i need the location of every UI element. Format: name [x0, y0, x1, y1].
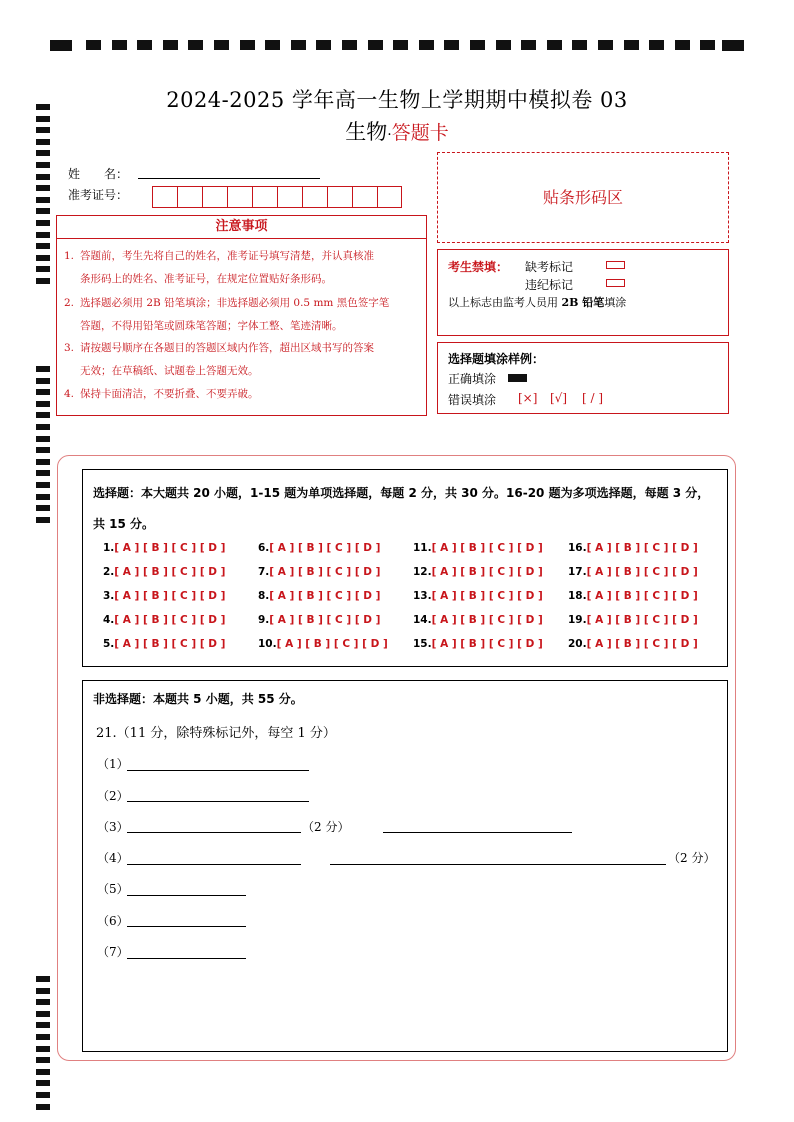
timing-mark [112, 40, 127, 50]
mc-option-bubbles[interactable]: [ A ] [ B ] [ C ] [ D ] [114, 542, 226, 554]
answer-line[interactable] [383, 832, 572, 833]
notice-number: 1. [64, 250, 75, 262]
barcode-area: 贴条形码区 [437, 152, 729, 243]
notice-item [64, 245, 424, 291]
timing-mark [36, 278, 50, 284]
timing-mark [419, 40, 434, 50]
forbidden-label: 考生禁填： [448, 260, 509, 274]
mc-option-bubbles[interactable]: [ A ] [ B ] [ C ] [ D ] [269, 542, 381, 554]
violation-label: 违纪标记 [525, 278, 574, 292]
mc-question-number: 11. [413, 542, 432, 554]
mc-option-bubbles[interactable]: [ A ] [ B ] [ C ] [ D ] [114, 614, 226, 626]
mc-option-bubbles[interactable]: [ A ] [ B ] [ C ] [ D ] [586, 614, 698, 626]
timing-mark [36, 1034, 50, 1040]
notice-number: 4. [64, 388, 75, 400]
mc-heading: 选择题：本大题共 20 小题，1-15 题为单项选择题，每题 2 分，共 30 分。16-20 题为多项选择题，每题 3 分，共 15 分。 [93, 486, 710, 531]
mc-question-number: 20. [568, 638, 587, 650]
wrong-fill-label: 错误填涂 [448, 393, 497, 407]
notice-text: 无效；在草稿纸、试题卷上答题无效。 [80, 365, 259, 377]
answer-line[interactable] [330, 864, 666, 865]
mc-question-row[interactable] [103, 614, 225, 626]
mc-question-row[interactable] [413, 542, 543, 554]
mc-question-number: 8. [258, 590, 270, 602]
timing-mark [214, 40, 229, 50]
timing-mark [36, 232, 50, 238]
timing-mark [36, 185, 50, 191]
id-digit-cell[interactable] [177, 186, 202, 208]
timing-mark [36, 1069, 50, 1075]
answer-line[interactable] [127, 801, 309, 802]
timing-mark [265, 40, 280, 50]
mc-question-number: 9. [258, 614, 270, 626]
note-bold: 2B 铅笔 [561, 296, 605, 309]
notice-line [64, 337, 424, 360]
timing-mark [36, 1057, 50, 1063]
mc-option-bubbles[interactable]: [ A ] [ B ] [ C ] [ D ] [586, 566, 698, 578]
timing-mark [722, 40, 744, 51]
part-5-label: （5） [97, 882, 129, 896]
mc-option-bubbles[interactable]: [ A ] [ B ] [ C ] [ D ] [114, 566, 226, 578]
page-title: 2024-2025 学年高一生物上学期期中模拟卷 03 [166, 88, 628, 112]
mc-option-bubbles[interactable]: [ A ] [ B ] [ C ] [ D ] [114, 638, 226, 650]
mc-question-number: 7. [258, 566, 270, 578]
timing-mark [496, 40, 511, 50]
timing-mark [36, 1046, 50, 1052]
notice-line [64, 383, 424, 406]
timing-mark [36, 976, 50, 982]
mc-question-row[interactable] [103, 590, 225, 602]
timing-mark [444, 40, 459, 50]
mc-option-bubbles[interactable]: [ A ] [ B ] [ C ] [ D ] [276, 638, 388, 650]
absent-label: 缺考标记 [525, 260, 574, 274]
timing-mark [36, 255, 50, 261]
answer-card-label: 答题卡 [391, 122, 449, 144]
mc-question-number: 13. [413, 590, 432, 602]
notice-line [64, 292, 424, 315]
mc-option-bubbles[interactable]: [ A ] [ B ] [ C ] [ D ] [269, 566, 381, 578]
part-3-points: （2 分） [302, 820, 350, 834]
timing-mark [86, 40, 101, 50]
mc-question-number: 5. [103, 638, 115, 650]
timing-mark [36, 482, 50, 488]
mc-question-number: 18. [568, 590, 587, 602]
mc-question-number: 3. [103, 590, 115, 602]
timing-mark [36, 1092, 50, 1098]
mc-option-bubbles[interactable]: [ A ] [ B ] [ C ] [ D ] [586, 638, 698, 650]
part-1-label: （1） [97, 757, 129, 771]
mc-question-row[interactable] [258, 638, 388, 650]
answer-line[interactable] [127, 864, 301, 865]
timing-mark [36, 1080, 50, 1086]
mc-option-bubbles[interactable]: [ A ] [ B ] [ C ] [ D ] [586, 542, 698, 554]
name-label: 姓 名： [68, 167, 129, 181]
timing-mark [36, 988, 50, 994]
timing-mark [393, 40, 408, 50]
notice-number: 2. [64, 297, 75, 309]
part-4-points: （2 分） [668, 851, 716, 865]
timing-mark [316, 40, 331, 50]
timing-mark [36, 208, 50, 214]
part-6-label: （6） [97, 914, 129, 928]
id-digit-cell[interactable] [327, 186, 352, 208]
notice-text: 条形码上的姓名、准考证号，在规定位置贴好条形码。 [80, 273, 332, 285]
mc-question-number: 4. [103, 614, 115, 626]
part-4-label: （4） [97, 851, 129, 865]
mc-option-bubbles[interactable]: [ A ] [ B ] [ C ] [ D ] [269, 614, 381, 626]
correct-fill-label: 正确填涂 [448, 372, 497, 386]
timing-mark [675, 40, 690, 50]
notice-title: 注意事项 [56, 215, 427, 239]
notice-text: 保持卡面清洁，不要折叠、不要弄破。 [80, 388, 259, 400]
answer-line[interactable] [127, 958, 246, 959]
mc-question-number: 1. [103, 542, 115, 554]
mc-question-number: 12. [413, 566, 432, 578]
mc-question-row[interactable] [258, 542, 380, 554]
timing-mark [36, 412, 50, 418]
timing-mark [240, 40, 255, 50]
mc-option-bubbles[interactable]: [ A ] [ B ] [ C ] [ D ] [431, 590, 543, 602]
mc-question-row[interactable] [568, 542, 698, 554]
notice-item [64, 383, 424, 406]
mc-question-row[interactable] [258, 614, 380, 626]
timing-mark [163, 40, 178, 50]
timing-mark [36, 517, 50, 523]
notice-number: 3. [64, 342, 75, 354]
name-field[interactable] [138, 178, 320, 179]
timing-mark [470, 40, 485, 50]
timing-mark [36, 401, 50, 407]
mc-option-bubbles[interactable]: [ A ] [ B ] [ C ] [ D ] [431, 614, 543, 626]
mc-question-row[interactable] [103, 638, 225, 650]
id-digit-cell[interactable] [377, 186, 402, 208]
question-21-heading: 21.（11 分，除特殊标记外，每空 1 分） [96, 726, 336, 741]
mc-question-number: 6. [258, 542, 270, 554]
timing-mark [36, 1104, 50, 1110]
mc-question-number: 10. [258, 638, 277, 650]
fill-example-label: 选择题填涂样例： [448, 352, 545, 366]
mc-question-row[interactable] [103, 542, 225, 554]
note-prefix: 以上标志由监考人员用 [448, 296, 558, 309]
mc-option-bubbles[interactable]: [ A ] [ B ] [ C ] [ D ] [269, 590, 381, 602]
timing-mark [36, 505, 50, 511]
timing-mark [137, 40, 152, 50]
notice-item [64, 337, 424, 383]
timing-mark [36, 266, 50, 272]
timing-mark [624, 40, 639, 50]
id-label: 准考证号： [68, 188, 129, 202]
timing-mark [368, 40, 383, 50]
timing-mark [36, 459, 50, 465]
timing-mark [36, 1011, 50, 1017]
mc-question-row[interactable] [258, 590, 380, 602]
mc-question-row[interactable] [413, 614, 543, 626]
wrong-mark-3: [ / ] [582, 391, 604, 405]
timing-mark [36, 150, 50, 156]
id-digit-cell[interactable] [202, 186, 227, 208]
mc-question-number: 15. [413, 638, 432, 650]
timing-mark [36, 470, 50, 476]
subject-label: 生物 [345, 120, 388, 144]
mc-option-bubbles[interactable]: [ A ] [ B ] [ C ] [ D ] [114, 590, 226, 602]
id-digit-cell[interactable] [352, 186, 377, 208]
timing-mark [36, 436, 50, 442]
mc-option-bubbles[interactable]: [ A ] [ B ] [ C ] [ D ] [431, 638, 543, 650]
timing-mark [547, 40, 562, 50]
mc-question-row[interactable] [568, 638, 698, 650]
np-heading: 非选择题：本题共 5 小题，共 55 分。 [93, 692, 303, 706]
timing-mark [36, 447, 50, 453]
timing-mark [36, 220, 50, 226]
id-digit-cell[interactable] [252, 186, 277, 208]
mc-option-bubbles[interactable]: [ A ] [ B ] [ C ] [ D ] [431, 566, 543, 578]
mc-question-row[interactable] [103, 566, 225, 578]
mc-question-row[interactable] [413, 590, 543, 602]
timing-mark [649, 40, 664, 50]
id-number-grid[interactable] [152, 186, 402, 208]
timing-mark [50, 40, 72, 51]
page-subtitle [0, 116, 794, 146]
answer-line[interactable] [127, 895, 246, 896]
timing-mark [572, 40, 587, 50]
mc-question-number: 19. [568, 614, 587, 626]
timing-mark [36, 378, 50, 384]
notice-line [64, 245, 424, 268]
mc-question-row[interactable] [413, 638, 543, 650]
timing-mark [36, 162, 50, 168]
notice-text: 答题前，考生先将自己的姓名，准考证号填写清楚，并认真核准 [80, 250, 374, 262]
id-digit-cell[interactable] [227, 186, 252, 208]
mc-question-number: 2. [103, 566, 115, 578]
mc-question-row[interactable] [413, 566, 543, 578]
timing-mark [291, 40, 306, 50]
note-suffix: 填涂 [604, 296, 627, 309]
mc-question-number: 14. [413, 614, 432, 626]
violation-mark-box[interactable] [606, 279, 625, 287]
timing-mark [36, 389, 50, 395]
absent-mark-box[interactable] [606, 261, 625, 269]
timing-mark [521, 40, 536, 50]
correct-fill-sample [508, 374, 527, 382]
answer-line[interactable] [127, 770, 309, 771]
timing-mark [700, 40, 715, 50]
timing-mark [188, 40, 203, 50]
notice-item [64, 292, 424, 338]
timing-mark [342, 40, 357, 50]
id-digit-cell[interactable] [302, 186, 327, 208]
mc-question-row[interactable] [258, 566, 380, 578]
part-7-label: （7） [97, 945, 129, 959]
wrong-mark-2: [√] [550, 391, 568, 405]
timing-mark [36, 197, 50, 203]
timing-mark [36, 1022, 50, 1028]
notice-box [56, 238, 427, 416]
id-digit-cell[interactable] [152, 186, 177, 208]
answer-line[interactable] [127, 832, 301, 833]
timing-mark [36, 494, 50, 500]
timing-mark [36, 366, 50, 372]
notice-text: 选择题必须用 2B 铅笔填涂；非选择题必须用 0.5 mm 黑色签字笔 [80, 297, 390, 309]
timing-mark [36, 174, 50, 180]
mc-option-bubbles[interactable]: [ A ] [ B ] [ C ] [ D ] [586, 590, 698, 602]
wrong-mark-1: [×] [518, 391, 538, 405]
answer-line[interactable] [127, 926, 246, 927]
part-3-label: （3） [97, 820, 129, 834]
mc-question-number: 16. [568, 542, 587, 554]
notice-text: 答题，不得用铅笔或圆珠笔答题；字体工整、笔迹清晰。 [80, 320, 343, 332]
id-digit-cell[interactable] [277, 186, 302, 208]
timing-mark [36, 424, 50, 430]
mc-option-bubbles[interactable]: [ A ] [ B ] [ C ] [ D ] [431, 542, 543, 554]
mc-question-row[interactable] [568, 566, 698, 578]
timing-mark [36, 243, 50, 249]
timing-mark [36, 999, 50, 1005]
notice-text: 请按题号顺序在各题目的答题区域内作答，超出区域书写的答案 [80, 342, 374, 354]
timing-mark [598, 40, 613, 50]
forbidden-note [448, 294, 626, 310]
mc-question-row[interactable] [568, 590, 698, 602]
separator-dot: · [387, 127, 392, 143]
mc-question-number: 17. [568, 566, 587, 578]
mc-question-row[interactable] [568, 614, 698, 626]
part-2-label: （2） [97, 789, 129, 803]
